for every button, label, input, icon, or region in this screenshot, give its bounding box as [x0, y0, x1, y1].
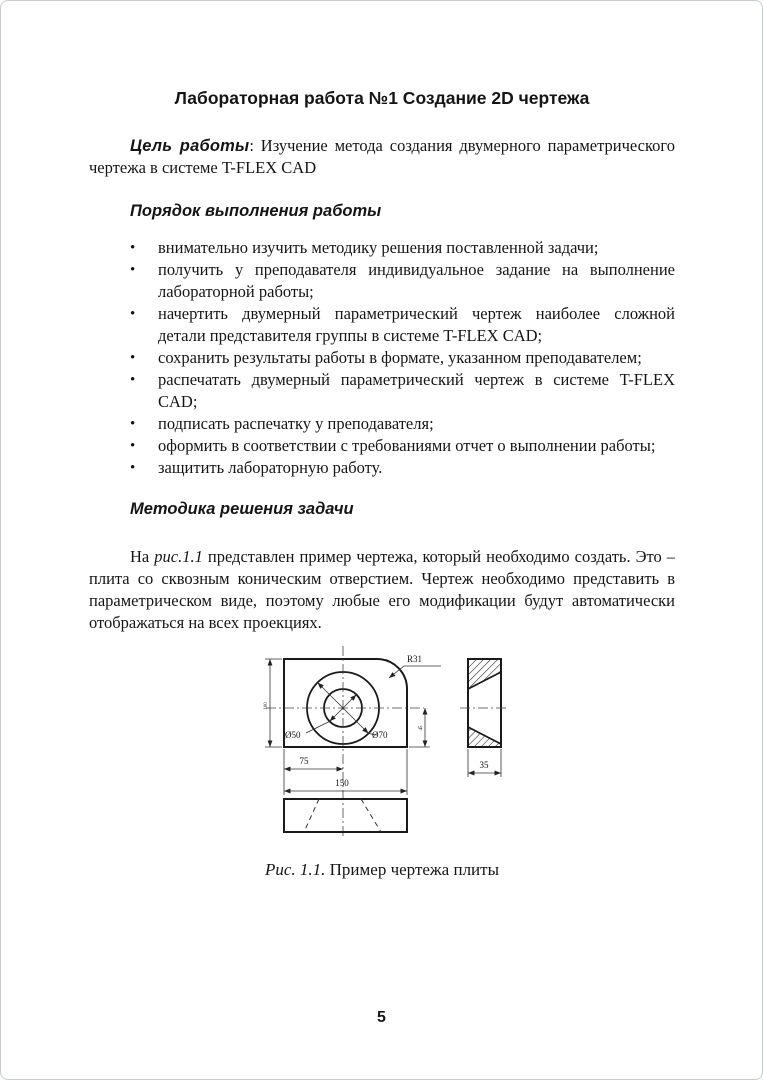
center-offset-label: 45: [419, 725, 424, 731]
figure-reference: рис.1.1: [154, 547, 203, 566]
inner-diameter-label: Ø50: [285, 730, 301, 740]
goal-text: Изучение метода создания двумерного параметрического чертежа в системе T-FLEX CAD: [89, 136, 675, 177]
half-width-label: 75: [299, 756, 309, 766]
list-item-text: получить у преподавателя индивидуальное задание на выполнение лабораторной работы;: [158, 260, 675, 301]
procedure-list: [89, 237, 675, 479]
list-item-text: сохранить результаты работы в формате, указанном преподавателем;: [158, 348, 642, 367]
list-item-text: защитить лабораторную работу.: [158, 458, 383, 477]
list-item: [89, 369, 675, 413]
page-title: Лабораторная работа №1 Создание 2D чертежа: [174, 88, 590, 108]
list-item: [89, 413, 675, 435]
list-item-text: внимательно изучить методику решения поставленной задачи;: [158, 238, 599, 257]
side-section-view: [460, 659, 509, 777]
list-item-text: подписать распечатку у преподавателя;: [158, 414, 434, 433]
list-item-text: начертить двумерный параметрический чертеж наиболее сложной детали представителя группы в системе T-FLEX CAD;: [158, 304, 675, 345]
outer-diameter-label: Ø70: [372, 730, 388, 740]
front-view: [266, 646, 441, 838]
figure-drawing: [246, 642, 516, 847]
page-content: [1, 1, 762, 881]
height-label: 100: [264, 702, 269, 710]
list-item-text: оформить в соответствии с требованиями отчет о выполнении работы;: [158, 436, 656, 455]
figure-caption-text: Пример чертежа плиты: [325, 860, 500, 879]
thickness-label: 35: [479, 760, 489, 770]
list-item: [89, 457, 675, 479]
figure-caption: [89, 859, 675, 881]
method-heading: Методика решения задачи: [130, 500, 354, 518]
figure-caption-ref: Рис. 1.1.: [264, 860, 326, 879]
total-width-label: 150: [335, 778, 349, 788]
list-item: [89, 259, 675, 303]
goal-paragraph: [89, 135, 675, 179]
goal-separator: :: [249, 136, 261, 155]
list-item: [89, 237, 675, 259]
list-item: [89, 347, 675, 369]
list-item: [89, 435, 675, 457]
list-item-text: распечатать двумерный параметрический чертеж в системе T-FLEX CAD;: [158, 370, 675, 411]
method-text-rest: представлен пример чертежа, который необходимо создать. Это – плита со сквозным коническим отверстием. Чертеж необходимо представить в параметрическом виде, поэтому любые его модификации будут автоматически отображаться на всех проекциях.: [89, 547, 675, 632]
bottom-view: [284, 799, 407, 832]
list-item: [89, 303, 675, 347]
procedure-heading: Порядок выполнения работы: [130, 202, 382, 220]
method-text-prefix: На: [130, 547, 155, 566]
page-number: 5: [377, 1009, 386, 1026]
method-paragraph: [89, 546, 675, 634]
technical-drawing: [246, 642, 516, 842]
corner-radius-label: R31: [407, 654, 423, 664]
goal-label: Цель работы: [130, 137, 250, 155]
